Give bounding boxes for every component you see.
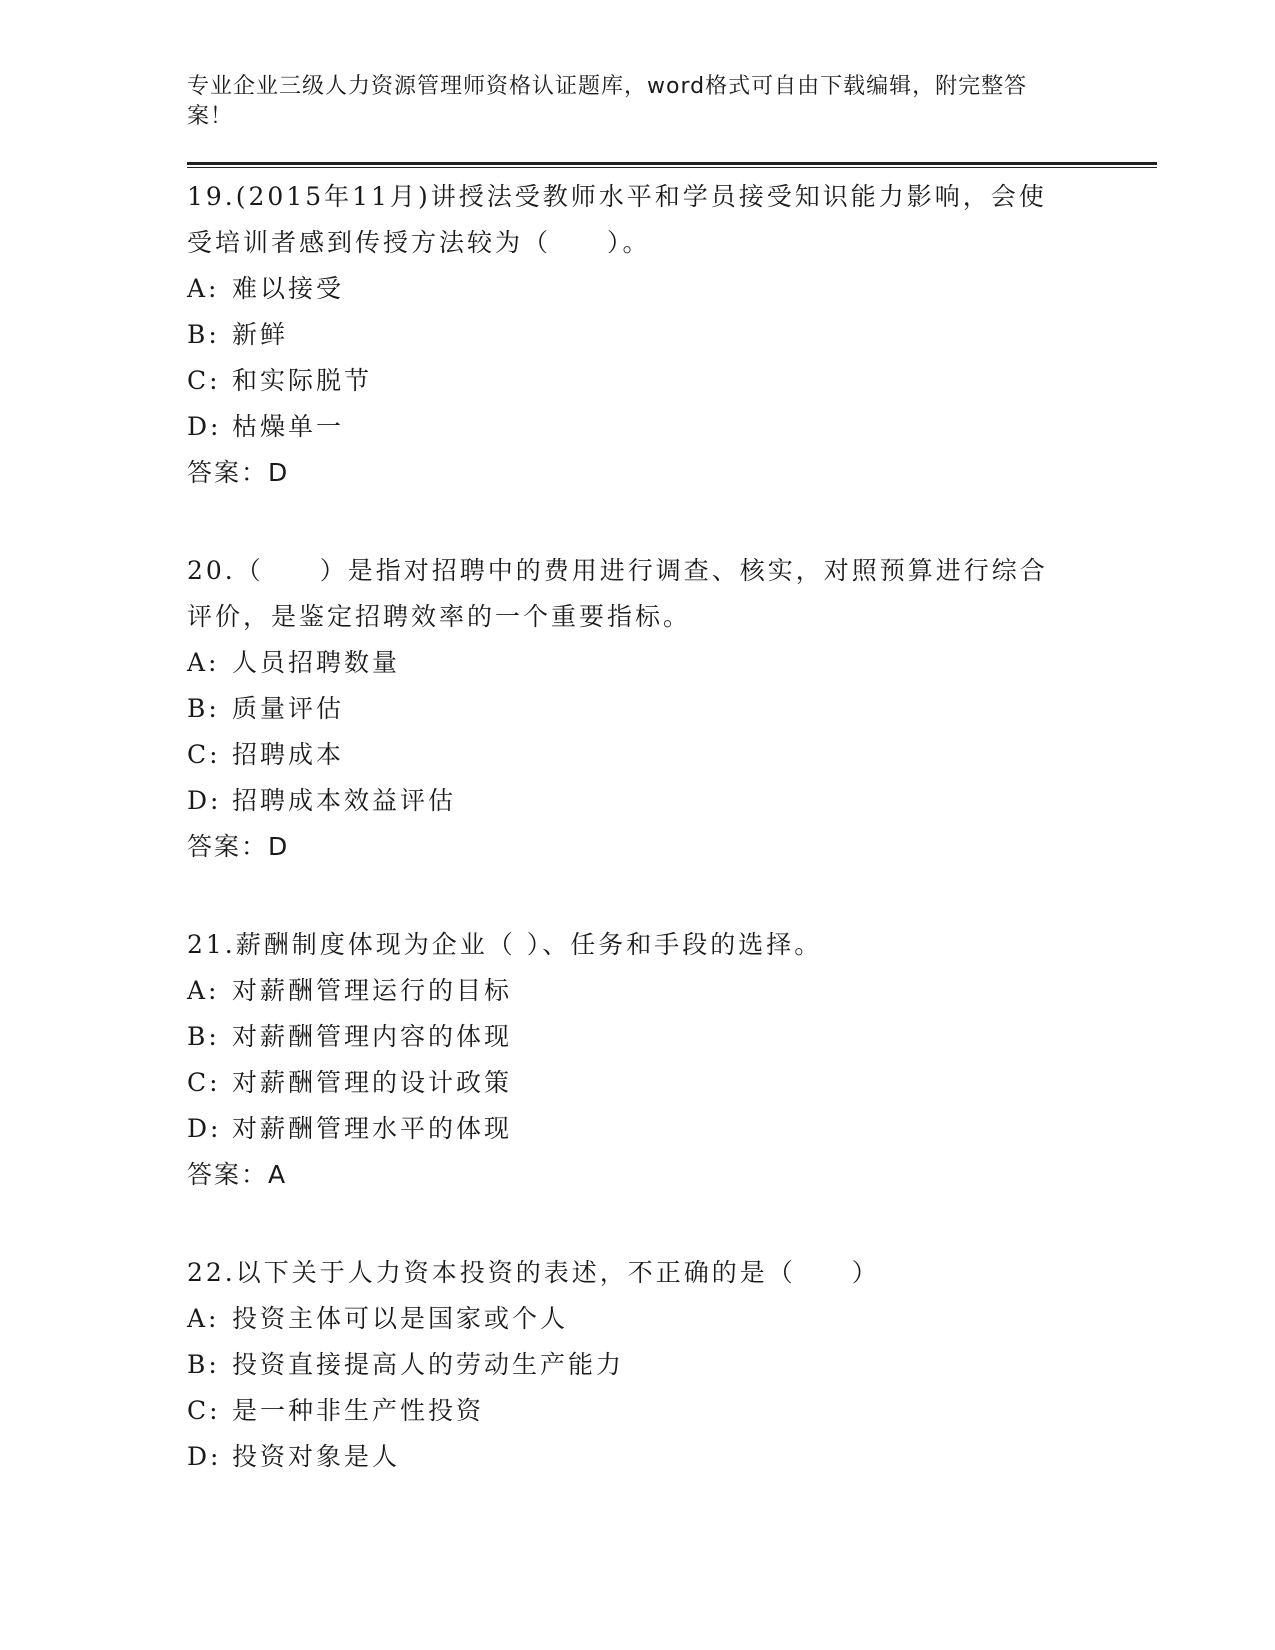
option-key: D: bbox=[187, 1442, 222, 1471]
option-text: 招聘成本 bbox=[232, 740, 345, 769]
option-c bbox=[187, 1388, 1157, 1434]
option-b bbox=[187, 686, 1157, 732]
option-b bbox=[187, 1014, 1157, 1060]
option-a bbox=[187, 968, 1157, 1014]
option-key: B: bbox=[187, 1022, 220, 1051]
question-stem: 19.(2015年11月)讲授法受教师水平和学员接受知识能力影响，会使受培训者感到传授方法较为（ ）。 bbox=[187, 182, 1047, 257]
question-stem: 20.（ ）是指对招聘中的费用进行调查、核实，对照预算进行综合评价，是鉴定招聘效率的一个重要指标。 bbox=[187, 556, 1048, 631]
option-b bbox=[187, 312, 1157, 358]
option-d bbox=[187, 778, 1157, 824]
document-page bbox=[187, 72, 1157, 1532]
question-list bbox=[187, 174, 1157, 1480]
question-22 bbox=[187, 1250, 1157, 1480]
option-c bbox=[187, 1060, 1157, 1106]
option-d bbox=[187, 1434, 1157, 1480]
option-text: 和实际脱节 bbox=[232, 366, 373, 395]
answer-line: 答案：D bbox=[187, 832, 290, 861]
document-header: 专业企业三级人力资源管理师资格认证题库，word格式可自由下载编辑，附完整答案！ bbox=[187, 74, 1028, 129]
option-key: C: bbox=[187, 1068, 221, 1097]
question-19 bbox=[187, 174, 1157, 496]
option-key: C: bbox=[187, 740, 221, 769]
option-text: 投资直接提高人的劳动生产能力 bbox=[232, 1350, 625, 1379]
divider-thick-line bbox=[187, 162, 1157, 165]
option-text: 是一种非生产性投资 bbox=[232, 1396, 485, 1425]
option-text: 对薪酬管理内容的体现 bbox=[232, 1022, 513, 1051]
question-stem: 21.薪酬制度体现为企业（ ）、任务和手段的选择。 bbox=[187, 930, 823, 959]
question-21 bbox=[187, 922, 1157, 1198]
option-text: 新鲜 bbox=[232, 320, 289, 349]
option-c bbox=[187, 732, 1157, 778]
option-c bbox=[187, 358, 1157, 404]
option-text: 质量评估 bbox=[232, 694, 345, 723]
option-text: 难以接受 bbox=[232, 274, 345, 303]
option-a bbox=[187, 640, 1157, 686]
option-key: A: bbox=[187, 1304, 220, 1333]
option-text: 对薪酬管理的设计政策 bbox=[232, 1068, 513, 1097]
answer-line: 答案：D bbox=[187, 458, 290, 487]
header-divider bbox=[187, 162, 1157, 168]
option-key: D: bbox=[187, 786, 222, 815]
option-a bbox=[187, 266, 1157, 312]
option-key: C: bbox=[187, 366, 221, 395]
option-text: 对薪酬管理运行的目标 bbox=[232, 976, 513, 1005]
option-b bbox=[187, 1342, 1157, 1388]
option-key: B: bbox=[187, 320, 220, 349]
option-text: 对薪酬管理水平的体现 bbox=[232, 1114, 513, 1143]
option-key: A: bbox=[187, 976, 220, 1005]
option-text: 招聘成本效益评估 bbox=[232, 786, 457, 815]
option-text: 投资主体可以是国家或个人 bbox=[232, 1304, 569, 1333]
divider-thin-line bbox=[187, 167, 1157, 168]
option-key: B: bbox=[187, 694, 220, 723]
option-d bbox=[187, 404, 1157, 450]
option-key: B: bbox=[187, 1350, 220, 1379]
option-key: A: bbox=[187, 274, 220, 303]
answer-line: 答案：A bbox=[187, 1160, 288, 1189]
option-text: 人员招聘数量 bbox=[232, 648, 401, 677]
option-key: D: bbox=[187, 1114, 222, 1143]
option-d bbox=[187, 1106, 1157, 1152]
option-text: 投资对象是人 bbox=[232, 1442, 401, 1471]
option-a bbox=[187, 1296, 1157, 1342]
question-stem: 22.以下关于人力资本投资的表述，不正确的是（ ） bbox=[187, 1258, 880, 1287]
option-key: C: bbox=[187, 1396, 221, 1425]
question-20 bbox=[187, 548, 1157, 870]
option-text: 枯燥单一 bbox=[232, 412, 345, 441]
option-key: D: bbox=[187, 412, 222, 441]
option-key: A: bbox=[187, 648, 220, 677]
